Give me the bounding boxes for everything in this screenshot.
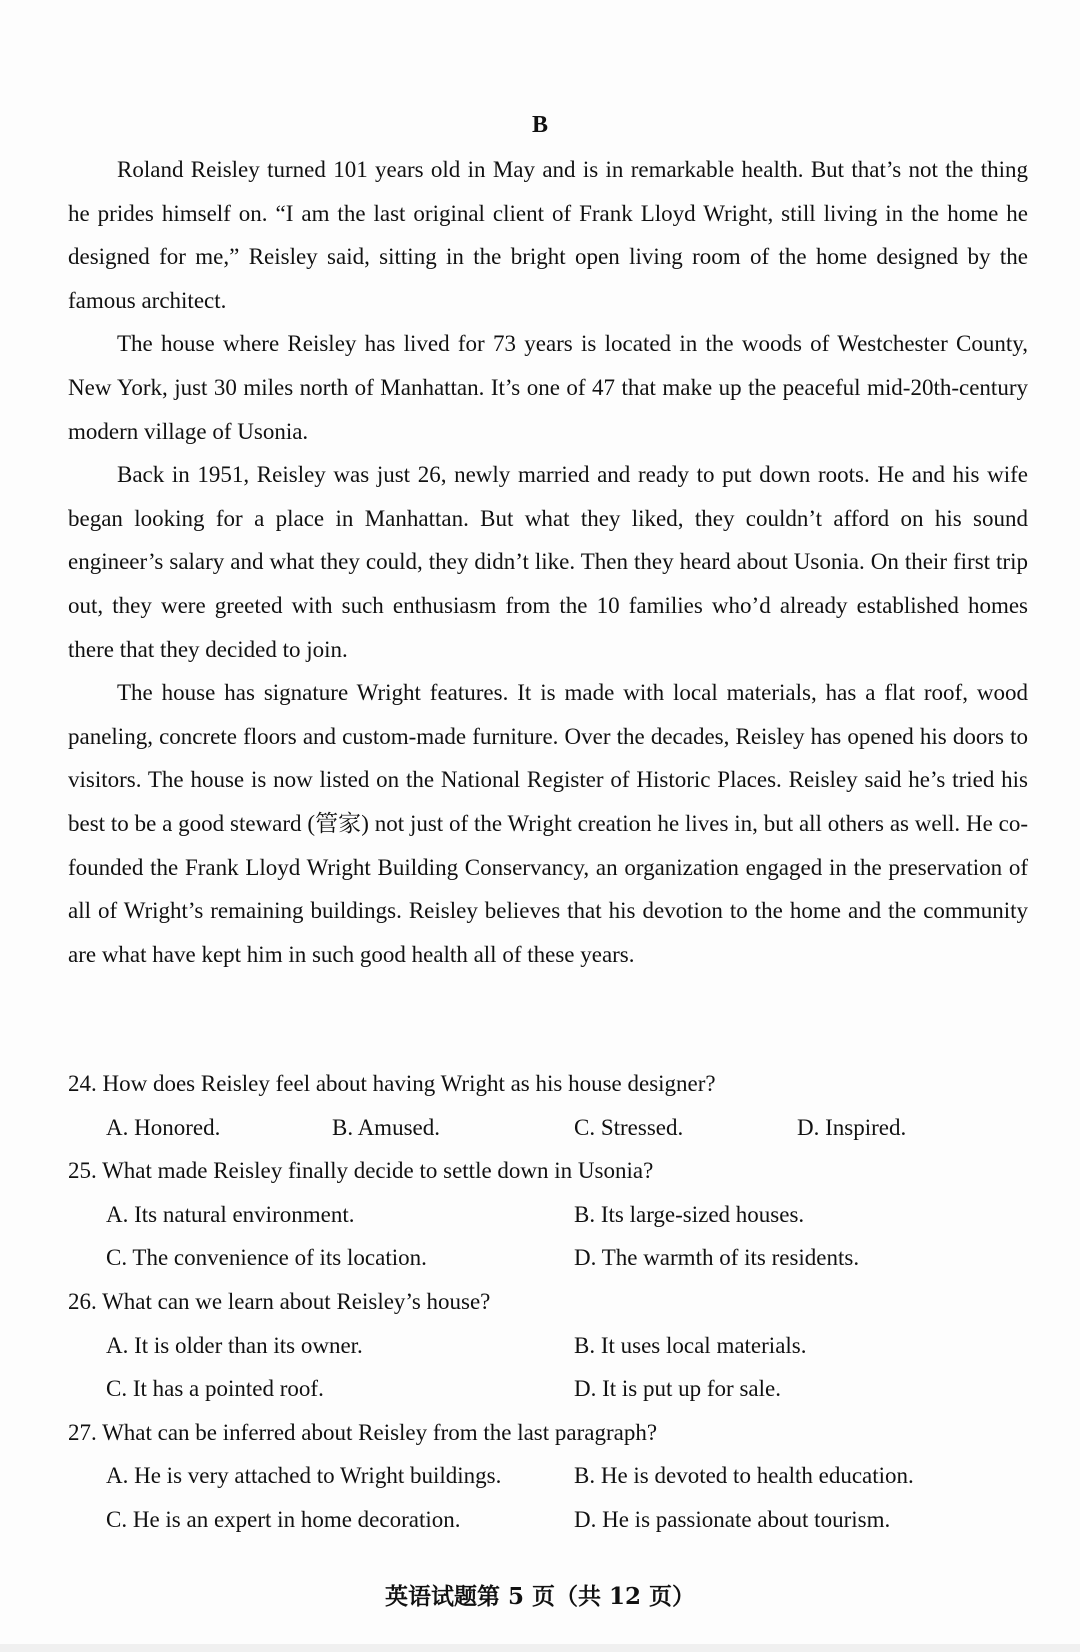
option-b: B. Its large-sized houses. [574,1201,805,1227]
reading-passage [68,148,1028,976]
option-row [68,1454,1028,1498]
option-c: C. Stressed. [574,1114,684,1140]
passage-paragraph: Back in 1951, Reisley was just 26, newly married and ready to put down roots. He and his wife began looking for a place in Manhattan. But what they liked, they couldn’t afford on his sound engineer’s salary and what they could, they didn’t like. Then they heard about Usonia. On their first trip out, they were greeted with such enthusiasm from the 10 families who’d already established homes there that they decided to join. [68,462,1028,662]
question-stem: 27. What can be inferred about Reisley from the last paragraph? [68,1419,658,1445]
option-b: B. He is devoted to health education. [574,1463,914,1489]
page-footer: 英语试题第 5 页（共 12 页） [384,1583,696,1610]
option-a: A. He is very attached to Wright buildings. [106,1463,502,1489]
option-row [68,1498,1028,1542]
option-a: A. It is older than its owner. [106,1332,363,1358]
section-heading: B [531,112,548,138]
option-d: D. The warmth of its residents. [574,1245,860,1271]
option-row [68,1236,1028,1280]
passage-paragraph: Roland Reisley turned 101 years old in May and is in remarkable health. But that’s not the thing he prides himself on. “I am the last original client of Frank Lloyd Wright, still living in the home he designed for me,” Reisley said, sitting in the bright open living room of the home designed by the famous architect. [68,157,1028,313]
passage-paragraph: The house where Reisley has lived for 73 years is located in the woods of Westchester County, New York, just 30 miles north of Manhattan. It’s one of 47 that make up the peaceful mid-20th-century modern village of Usonia. [68,331,1028,444]
option-row [68,1367,1028,1411]
option-c: C. The convenience of its location. [106,1245,427,1271]
option-b: B. It uses local materials. [574,1332,807,1358]
option-d: D. Inspired. [797,1114,907,1140]
question-24 [68,1062,1028,1149]
option-c: C. It has a pointed roof. [106,1376,324,1402]
question-25 [68,1149,1028,1280]
passage-paragraph: The house has signature Wright features. It is made with local materials, has a flat roof, wood paneling, concrete floors and custom-made furniture. Over the decades, Reisley has opened his doors to visitors. The house is now listed on the National Register of Historic Places. Reisley said he’s tried his best to be a good steward (管家) not just of the Wright creation he lives in, but all others as well. He co-founded the Frank Lloyd Wright Building Conservancy, an organization engaged in the preservation of all of Wright’s remaining buildings. Reisley believes that his devotion to the home and the community are what have kept him in such good health all of these years. [68,680,1028,967]
option-a: A. Honored. [106,1114,221,1140]
option-a: A. Its natural environment. [106,1201,355,1227]
option-b: B. Amused. [332,1114,440,1140]
option-row [68,1106,1028,1150]
page-bottom-edge [0,1644,1080,1652]
question-stem: 24. How does Reisley feel about having Wright as his house designer? [68,1071,716,1096]
option-row [68,1324,1028,1368]
option-row [68,1193,1028,1237]
question-stem: 25. What made Reisley finally decide to settle down in Usonia? [68,1158,654,1184]
question-26 [68,1280,1028,1411]
question-list [68,1062,1028,1542]
option-d: D. He is passionate about tourism. [574,1506,891,1532]
option-d: D. It is put up for sale. [574,1376,781,1402]
question-stem: 26. What can we learn about Reisley’s house? [68,1288,491,1314]
option-c: C. He is an expert in home decoration. [106,1506,461,1532]
question-27 [68,1411,1028,1542]
